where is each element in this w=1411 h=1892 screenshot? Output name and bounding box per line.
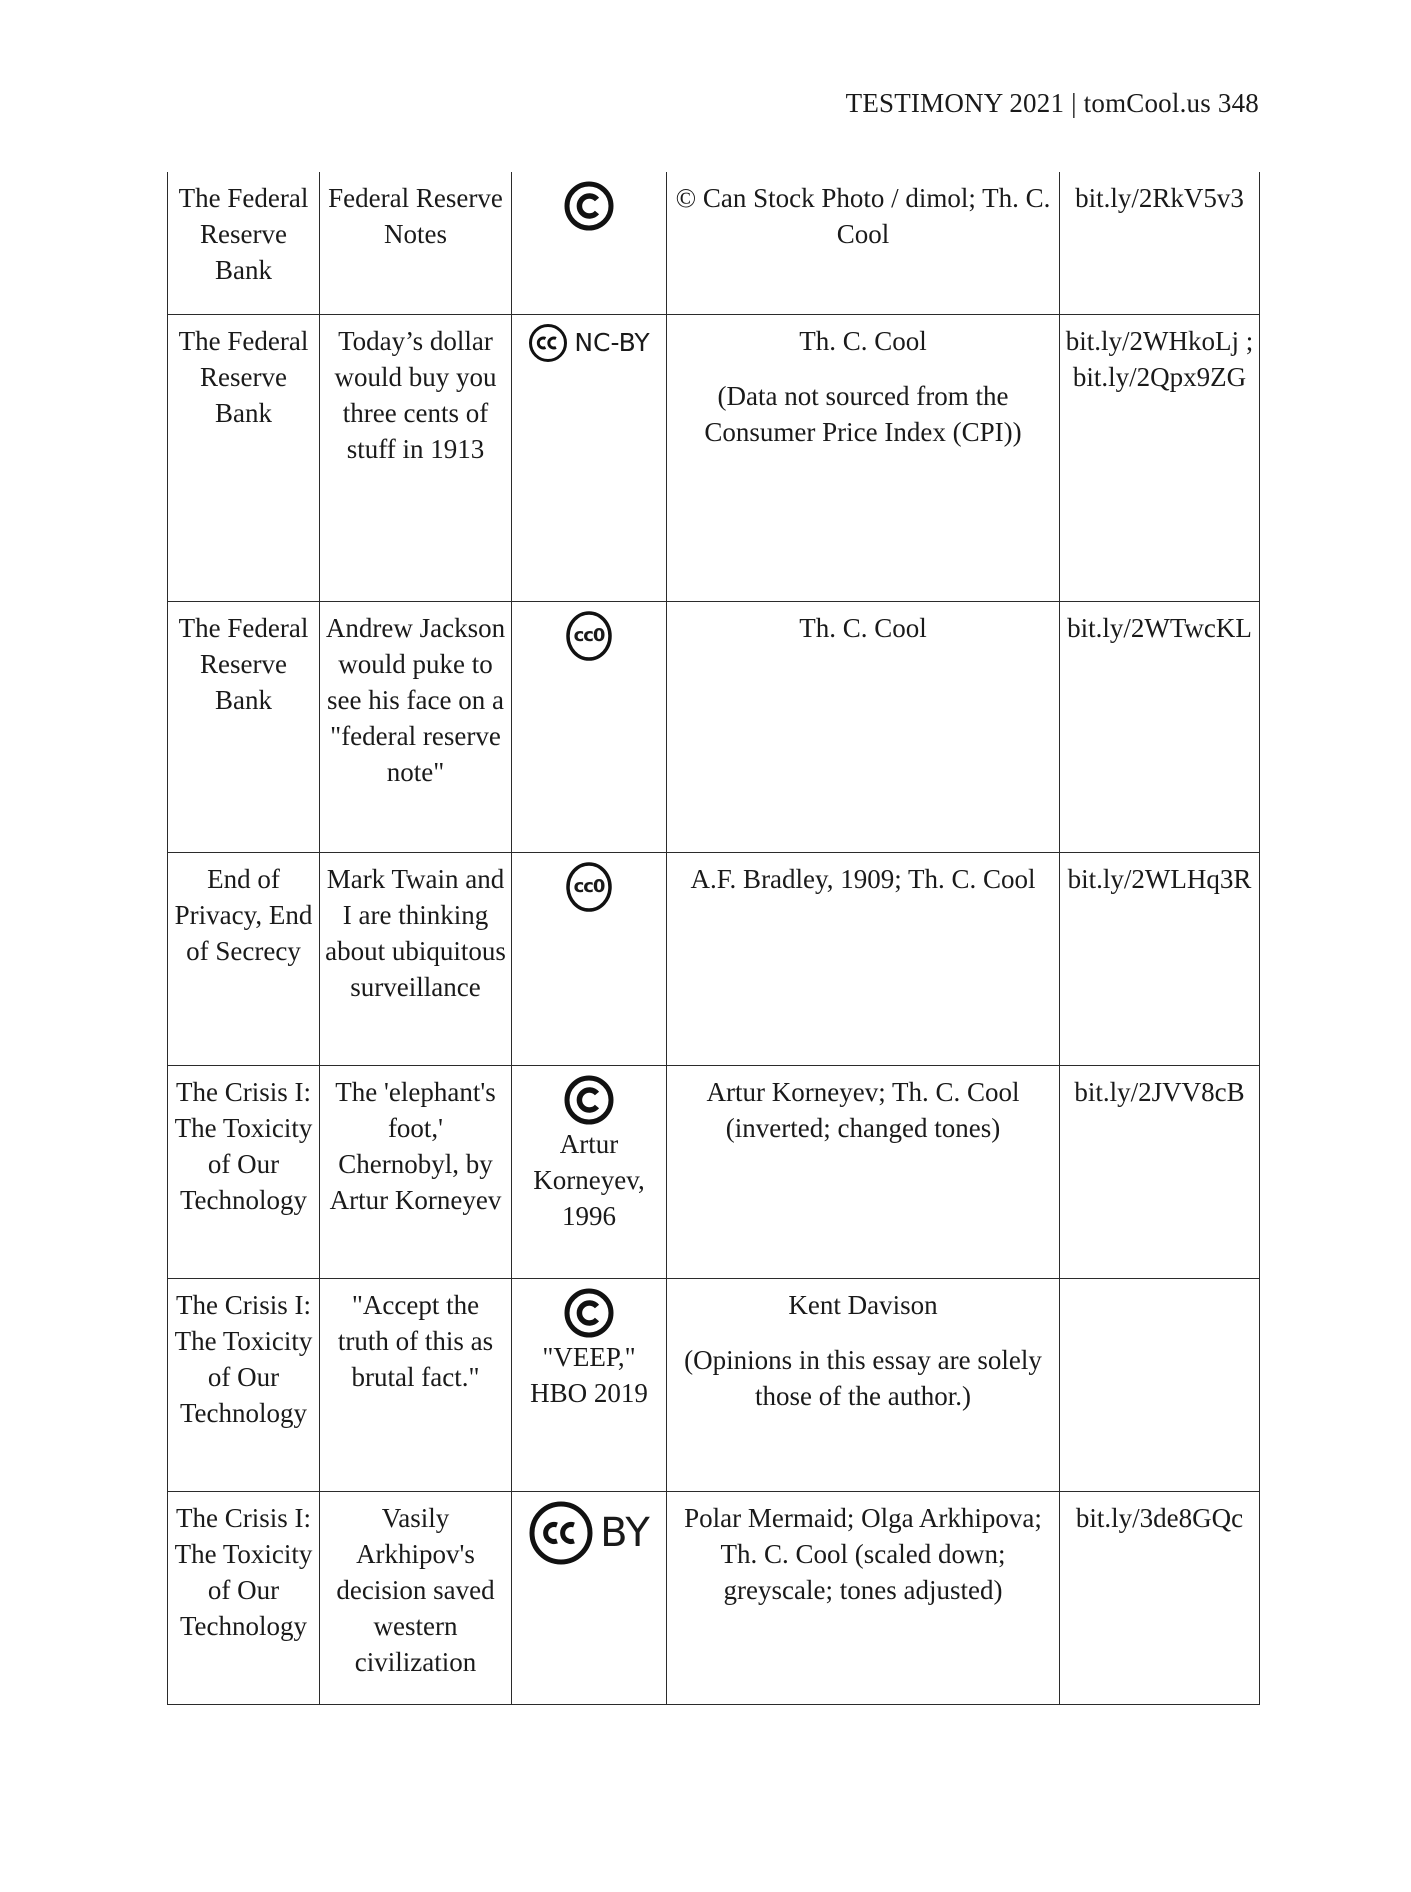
- license-label: cc0: [573, 875, 605, 897]
- license-cell: [512, 1278, 667, 1491]
- short-link[interactable]: bit.ly/2RkV5v3: [1075, 183, 1244, 213]
- cc-icon: [528, 323, 568, 363]
- cc-by-icon: [528, 1500, 594, 1566]
- credit-note: (Opinions in this essay are solely those of the author.): [684, 1344, 1042, 1411]
- essay-cell: The Crisis I: The Toxicity of Our Technology: [168, 1278, 320, 1491]
- cc-by-badge: [517, 1500, 661, 1566]
- credit-line: Kent Davison: [788, 1289, 938, 1320]
- short-link[interactable]: bit.ly/2WLHq3R: [1067, 863, 1252, 894]
- credit-line: © Can Stock Photo / dimol; Th. C. Cool: [675, 183, 1051, 249]
- credit-cell: [667, 852, 1060, 1065]
- image-title-cell: Andrew Jackson would puke to see his face on a "federal reserve note": [320, 601, 512, 852]
- short-link[interactable]: bit.ly/2JVV8cB: [1074, 1076, 1245, 1107]
- license-holder: "VEEP," HBO 2019: [530, 1341, 648, 1408]
- link-cell[interactable]: [1060, 172, 1260, 314]
- license-label: BY: [600, 1509, 650, 1556]
- license-cell: [512, 1065, 667, 1278]
- link-cell[interactable]: [1060, 1065, 1260, 1278]
- copyright-icon: [563, 1287, 615, 1339]
- table-row: [168, 1065, 1260, 1278]
- credit-cell: [667, 1278, 1060, 1491]
- image-title-cell: Vasily Arkhipov's decision saved western civilization: [320, 1491, 512, 1704]
- credit-note: (Data not sourced from the Consumer Price Index (CPI)): [704, 380, 1022, 447]
- license-cell: [512, 314, 667, 601]
- table-row: [168, 601, 1260, 852]
- credit-cell: [667, 601, 1060, 852]
- license-holder: Artur Korneyev, 1996: [533, 1128, 645, 1231]
- link-cell[interactable]: [1060, 1491, 1260, 1704]
- table-row: [168, 1491, 1260, 1704]
- table-row: [168, 1278, 1260, 1491]
- license-cell: [512, 852, 667, 1065]
- image-title-cell: Federal Reserve Notes: [320, 172, 512, 314]
- cc0-badge: [565, 861, 613, 913]
- essay-cell: End of Privacy, End of Secrecy: [168, 852, 320, 1065]
- link-cell[interactable]: [1060, 314, 1260, 601]
- table-row: [168, 172, 1260, 314]
- essay-cell: The Crisis I: The Toxicity of Our Technology: [168, 1065, 320, 1278]
- short-link[interactable]: bit.ly/3de8GQc: [1075, 1502, 1244, 1533]
- cc-nc-by-badge: [517, 323, 661, 363]
- image-credits-table: [167, 172, 1260, 1705]
- credit-line: Polar Mermaid; Olga Arkhipova; Th. C. Cool (scaled down; greyscale; tones adjusted): [684, 1502, 1042, 1605]
- license-cell: [512, 1491, 667, 1704]
- image-title-cell: Today’s dollar would buy you three cents of stuff in 1913: [320, 314, 512, 601]
- essay-cell: The Federal Reserve Bank: [168, 172, 320, 314]
- credit-cell: [667, 314, 1060, 601]
- copyright-icon: [563, 1074, 615, 1126]
- license-cell: [512, 172, 667, 314]
- short-link[interactable]: bit.ly/2WTwcKL: [1067, 612, 1252, 643]
- credit-cell: [667, 1065, 1060, 1278]
- link-cell[interactable]: [1060, 601, 1260, 852]
- license-label: NC-BY: [574, 327, 650, 357]
- essay-cell: The Federal Reserve Bank: [168, 314, 320, 601]
- license-label: cc0: [573, 624, 605, 646]
- table-row: [168, 314, 1260, 601]
- short-link[interactable]: bit.ly/2WHkoLj ; bit.ly/2Qpx9ZG: [1065, 325, 1254, 392]
- page-header: TESTIMONY 2021 | tomCool.us 348: [845, 88, 1259, 118]
- credit-line: A.F. Bradley, 1909; Th. C. Cool: [690, 863, 1036, 894]
- image-title-cell: Mark Twain and I are thinking about ubiquitous surveillance: [320, 852, 512, 1065]
- credit-cell: [667, 172, 1060, 314]
- image-title-cell: "Accept the truth of this as brutal fact.": [320, 1278, 512, 1491]
- link-cell: [1060, 1278, 1260, 1491]
- table-row: [168, 852, 1260, 1065]
- credit-line: Artur Korneyev; Th. C. Cool (inverted; changed tones): [706, 1076, 1020, 1143]
- credit-line: Th. C. Cool: [799, 325, 927, 356]
- essay-cell: The Crisis I: The Toxicity of Our Technology: [168, 1491, 320, 1704]
- link-cell[interactable]: [1060, 852, 1260, 1065]
- essay-cell: The Federal Reserve Bank: [168, 601, 320, 852]
- cc0-badge: [565, 610, 613, 662]
- license-cell: [512, 601, 667, 852]
- copyright-icon: [563, 180, 615, 232]
- image-title-cell: The 'elephant's foot,' Chernobyl, by Artur Korneyev: [320, 1065, 512, 1278]
- credit-line: Th. C. Cool: [799, 612, 927, 643]
- credit-cell: [667, 1491, 1060, 1704]
